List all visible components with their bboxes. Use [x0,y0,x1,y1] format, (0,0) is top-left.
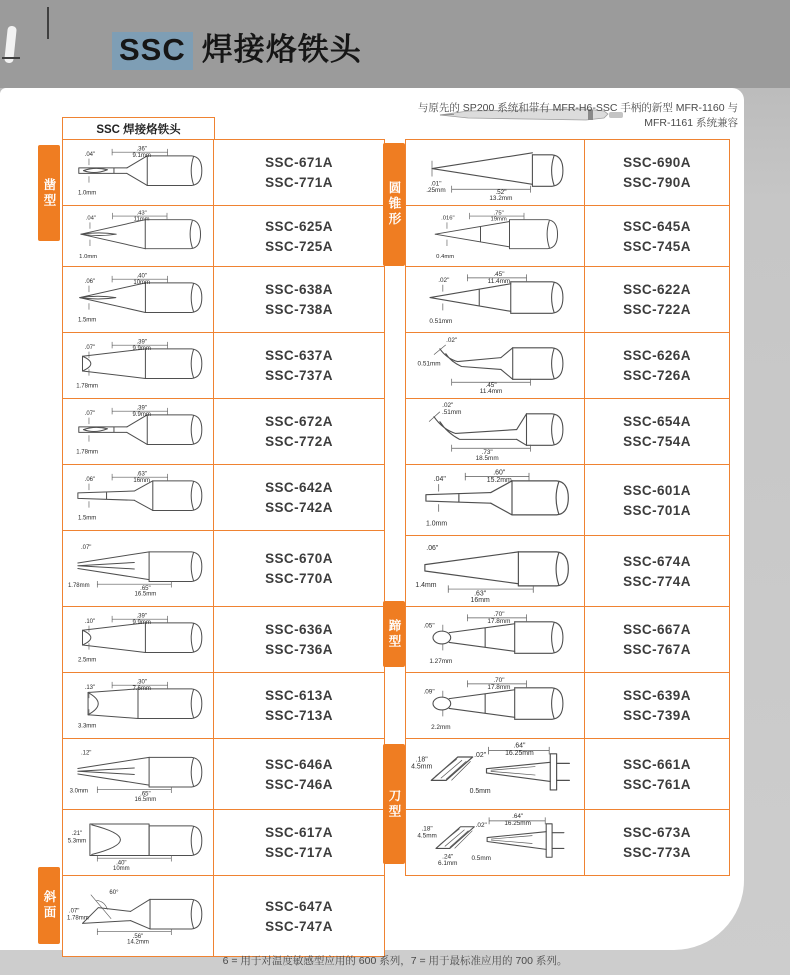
dimension-label: .10" [84,618,96,625]
table-row [63,606,384,672]
model-number-700-series: SSC-713A [265,708,333,723]
model-cell [214,206,384,266]
page-title [112,24,362,70]
model-number-700-series: SSC-737A [265,368,333,383]
footer-note: 6 = 用于对温度敏感型应用的 600 系列，7 = 用于最标准应用的 700 系列。 [222,955,568,967]
binding-mark-line [47,7,49,39]
model-number-600-series: SSC-674A [623,553,691,569]
model-number-700-series: SSC-770A [265,571,333,586]
dimension-label: 11.4mm [479,388,503,396]
tip-diagram [63,810,214,875]
table-row [63,875,384,956]
dimension-label: .06" [426,544,439,552]
tip-diagram-svg [407,207,583,265]
table-row [63,332,384,398]
dimension-label: .45" [485,382,497,390]
dimension-label: .52" [495,189,507,197]
table-row [63,464,384,530]
dimension-label: 16.5mm [134,796,157,803]
dimension-label: 15.2mm [486,476,512,484]
tip-diagram-svg [407,674,583,737]
model-cell [585,399,729,464]
model-number-700-series: SSC-701A [623,502,691,518]
dimension-label: 0.5mm [471,855,491,863]
model-cell [214,333,384,398]
category-tab-bevel [38,867,60,944]
tip-diagram [63,465,214,530]
dimension-label: 17.8mm [487,683,511,691]
dimension-label: .75" [493,210,504,217]
model-number-600-series: SSC-617A [265,825,333,840]
model-number-600-series: SSC-661A [623,756,691,772]
dimension-label: .70" [493,610,505,618]
model-number-600-series: SSC-625A [265,218,333,234]
tip-diagram-svg [64,532,212,605]
dimension-label: .02" [474,752,487,759]
tip-diagram [406,536,585,606]
dimension-label: 4.5mm [417,832,437,840]
model-cell [214,607,384,672]
table-row [406,332,729,398]
model-number-600-series: SSC-673A [623,825,691,840]
dimension-label: .73" [481,449,493,457]
dimension-label: 9.9mm [132,411,151,418]
dimension-label: 60° [109,889,119,896]
dimension-label: 11mm [133,216,150,223]
dimension-label: 9.1mm [132,152,151,159]
model-cell [214,531,384,606]
dimension-label: .65" [140,585,151,592]
dimension-label: 1.5mm [77,515,97,522]
table-row [406,809,729,875]
tip-diagram-svg [407,141,583,204]
dimension-label: .016" [441,215,455,222]
table-row [406,464,729,535]
dimension-label: .05" [423,622,435,630]
model-number-600-series: SSC-667A [623,622,691,637]
model-cell [585,739,729,809]
tip-diagram-svg [407,334,583,397]
table-row [406,205,729,266]
tip-diagram [63,739,214,809]
dimension-label: .01" [430,180,442,188]
dimension-label: .07" [84,410,96,417]
model-number-700-series: SSC-739A [623,708,691,723]
dimension-label: .64" [512,812,524,820]
dimension-label: .24" [442,853,454,861]
category-tab-label: 刀型 [387,788,401,820]
dimension-label: .39" [136,339,147,346]
dimension-label: .21" [71,831,83,838]
dimension-label: 1.78mm [76,449,98,456]
model-number-700-series: SSC-761A [623,776,691,792]
table-row [406,606,729,672]
tip-diagram [406,399,585,464]
dimension-label: .04" [85,215,97,222]
left-tip-table [62,139,385,957]
model-number-700-series: SSC-726A [623,368,691,383]
tip-diagram-svg [64,740,212,808]
dimension-label: 0.5mm [469,788,491,796]
dimension-label: 1.27mm [429,658,453,666]
compatibility-note [398,101,738,131]
model-number-600-series: SSC-654A [623,414,691,429]
tip-diagram [406,810,585,875]
dimension-label: 7.6mm [132,685,151,692]
tip-diagram [63,399,214,464]
dimension-label: 10mm [113,866,130,873]
dimension-label: .39" [136,613,147,620]
title-text: 焊接烙铁头 [201,32,362,67]
model-cell [585,536,729,606]
dimension-label: .70" [493,676,505,684]
tip-diagram-svg [407,537,583,605]
dimension-label: .36" [136,146,147,153]
table-row [63,530,384,606]
category-tab-label: 圆锥形 [387,181,401,228]
tip-diagram-svg [407,466,583,534]
dimension-label: 9.9mm [132,345,151,352]
table-row [63,398,384,464]
category-tab-label: 凿型 [42,177,56,209]
model-number-600-series: SSC-601A [623,482,691,498]
compat-line-2: MFR-1161 系统兼容 [644,117,738,129]
dimension-label: 6.1mm [438,860,458,868]
tip-diagram [63,673,214,738]
model-cell [214,140,384,205]
tip-diagram [406,267,585,332]
tip-diagram [406,607,585,672]
model-number-700-series: SSC-767A [623,642,691,657]
model-number-700-series: SSC-747A [265,918,333,934]
table-row [63,672,384,738]
model-number-600-series: SSC-690A [623,155,691,170]
model-number-600-series: SSC-622A [623,282,691,297]
model-cell [214,739,384,809]
tip-diagram-svg [64,334,212,397]
dimension-label: 3.0mm [69,788,88,795]
model-cell [214,673,384,738]
model-number-600-series: SSC-645A [623,218,691,234]
table-row [63,809,384,875]
dimension-label: 14.2mm [127,939,149,946]
model-number-600-series: SSC-672A [265,414,333,429]
model-number-700-series: SSC-722A [623,302,691,317]
model-cell [585,140,729,205]
dimension-label: 1.0mm [426,520,448,528]
left-table-header: SSC 焊接烙铁头 [62,117,215,140]
dimension-label: .51mm [441,408,462,416]
category-tab-label: 蹄型 [387,618,401,650]
dimension-label: 1.4mm [415,581,437,589]
dimension-label: .12" [80,750,92,757]
dimension-label: 0.51mm [429,318,453,326]
dimension-label: .18" [415,756,428,764]
table-row [406,266,729,332]
model-cell [585,465,729,535]
dimension-label: .40" [136,273,147,280]
dimension-label: .63" [474,590,487,598]
model-number-700-series: SSC-738A [265,302,333,317]
tip-diagram-svg [407,608,583,671]
dimension-label: .09" [423,688,435,696]
model-cell [214,267,384,332]
dimension-label: 16mm [470,596,490,604]
dimension-label: 2.5mm [77,657,97,664]
dimension-label: .06" [84,476,96,483]
model-number-700-series: SSC-745A [623,238,691,254]
table-row [406,672,729,738]
dimension-label: .65" [140,791,151,798]
right-tip-table [405,139,730,876]
model-number-700-series: SSC-754A [623,434,691,449]
table-row [63,738,384,809]
dimension-label: 1.78mm [76,383,98,390]
tip-diagram-svg [64,877,212,955]
table-row [406,140,729,205]
dimension-label: 1.5mm [77,317,97,324]
dimension-label: 13.2mm [489,195,513,203]
tip-diagram [63,267,214,332]
title-badge: SSC [112,32,193,70]
tip-diagram-svg [64,207,212,265]
dimension-label: .06" [84,278,96,285]
dimension-label: 0.4mm [436,253,455,260]
dimension-label: .02" [475,821,487,829]
dimension-label: 5.3mm [67,838,87,845]
table-row [406,738,729,809]
dimension-label: 18.5mm [475,455,499,463]
tip-diagram [406,206,585,266]
model-number-600-series: SSC-671A [265,155,333,170]
tip-diagram-svg [407,811,583,874]
model-number-600-series: SSC-639A [623,688,691,703]
model-number-600-series: SSC-646A [265,756,333,772]
tip-diagram-svg [64,141,212,204]
category-tab-label: 斜面 [42,890,56,921]
model-number-700-series: SSC-736A [265,642,333,657]
model-cell [585,267,729,332]
model-cell [214,810,384,875]
dimension-label: .04" [84,151,96,158]
tip-diagram [406,140,585,205]
dimension-label: .02" [438,276,450,284]
model-cell [585,673,729,738]
compat-line-1: 与原先的 SP200 系统和带有 MFR-H6-SSC 手柄的新型 MFR-1160 与 [417,102,738,114]
dimension-label: 1.78mm [67,915,89,922]
tip-diagram [63,333,214,398]
tip-diagram [406,333,585,398]
tip-diagram [406,673,585,738]
dimension-label: .04" [433,475,446,483]
dimension-label: 16.25mm [505,749,534,757]
dimension-label: .64" [513,742,526,750]
tip-diagram-svg [64,400,212,463]
model-number-700-series: SSC-742A [265,500,333,515]
tip-diagram [63,876,214,956]
tip-diagram [63,607,214,672]
dimension-label: 2.2mm [431,724,451,732]
tip-diagram-svg [407,740,583,808]
model-number-600-series: SSC-613A [265,688,333,703]
tip-diagram-svg [407,268,583,331]
model-cell [585,607,729,672]
tip-diagram-svg [64,268,212,331]
dimension-label: 4.5mm [411,763,433,771]
model-number-600-series: SSC-638A [265,282,333,297]
dimension-label: 1.0mm [77,190,97,197]
tip-diagram [63,140,214,205]
dimension-label: .40" [116,860,127,867]
model-cell [585,333,729,398]
dimension-label: .39" [136,405,147,412]
tip-diagram-svg [64,608,212,671]
table-row [63,205,384,266]
dimension-label: 16mm [133,477,151,484]
model-cell [214,465,384,530]
tip-diagram [406,739,585,809]
model-number-700-series: SSC-772A [265,434,333,449]
tip-diagram [63,531,214,606]
table-row [63,266,384,332]
tip-diagram-svg [64,674,212,737]
dimension-label: .07" [80,545,92,552]
dimension-label: .07" [68,908,80,915]
dimension-label: .45" [493,270,505,278]
model-cell [585,810,729,875]
tip-diagram-svg [407,400,583,463]
dimension-label: 19mm [490,216,507,223]
model-number-700-series: SSC-746A [265,776,333,792]
table-row [406,398,729,464]
dimension-label: 10mm [133,279,151,286]
dimension-label: 17.8mm [487,617,511,625]
dimension-label: .13" [84,684,96,691]
dimension-label: .60" [493,469,506,477]
dimension-label: .02" [442,401,454,409]
model-cell [585,206,729,266]
dimension-label: .63" [136,471,147,478]
model-number-600-series: SSC-670A [265,551,333,566]
dimension-label: 3.3mm [77,723,97,730]
model-cell [214,399,384,464]
dimension-label: 1.0mm [79,253,98,260]
tip-diagram-svg [64,466,212,529]
model-number-600-series: SSC-626A [623,348,691,363]
dimension-label: .07" [84,344,96,351]
model-number-600-series: SSC-647A [265,898,333,914]
dimension-label: 16.25mm [504,819,531,827]
dimension-label: 9.9mm [132,619,151,626]
category-tab-knife [383,744,405,864]
dimension-label: .02" [446,336,458,344]
model-number-700-series: SSC-717A [265,845,333,860]
model-number-600-series: SSC-637A [265,348,333,363]
model-number-700-series: SSC-790A [623,175,691,190]
dimension-label: 11.4mm [487,277,511,285]
dimension-label: .25mm [426,187,446,195]
category-tab-conical [383,143,405,266]
table-row [406,535,729,606]
category-tab-hoof [383,601,405,667]
dimension-label: .18" [421,825,433,833]
tip-diagram [63,206,214,266]
category-tab-chisel [38,145,60,241]
model-number-700-series: SSC-725A [265,238,333,254]
dimension-label: .43" [136,210,147,217]
model-number-700-series: SSC-773A [623,845,691,860]
dimension-label: .30" [136,679,147,686]
model-number-700-series: SSC-771A [265,175,333,190]
tip-diagram-svg [64,811,212,874]
model-number-600-series: SSC-636A [265,622,333,637]
binding-mark-line-2 [2,57,20,59]
model-cell [214,876,384,956]
dimension-label: 16.5mm [134,591,157,598]
tip-diagram [406,465,585,535]
table-row [63,140,384,205]
dimension-label: .56" [132,934,144,941]
dimension-label: 0.51mm [417,360,441,368]
dimension-label: 1.78mm [67,583,90,589]
model-number-700-series: SSC-774A [623,573,691,589]
model-number-600-series: SSC-642A [265,480,333,495]
